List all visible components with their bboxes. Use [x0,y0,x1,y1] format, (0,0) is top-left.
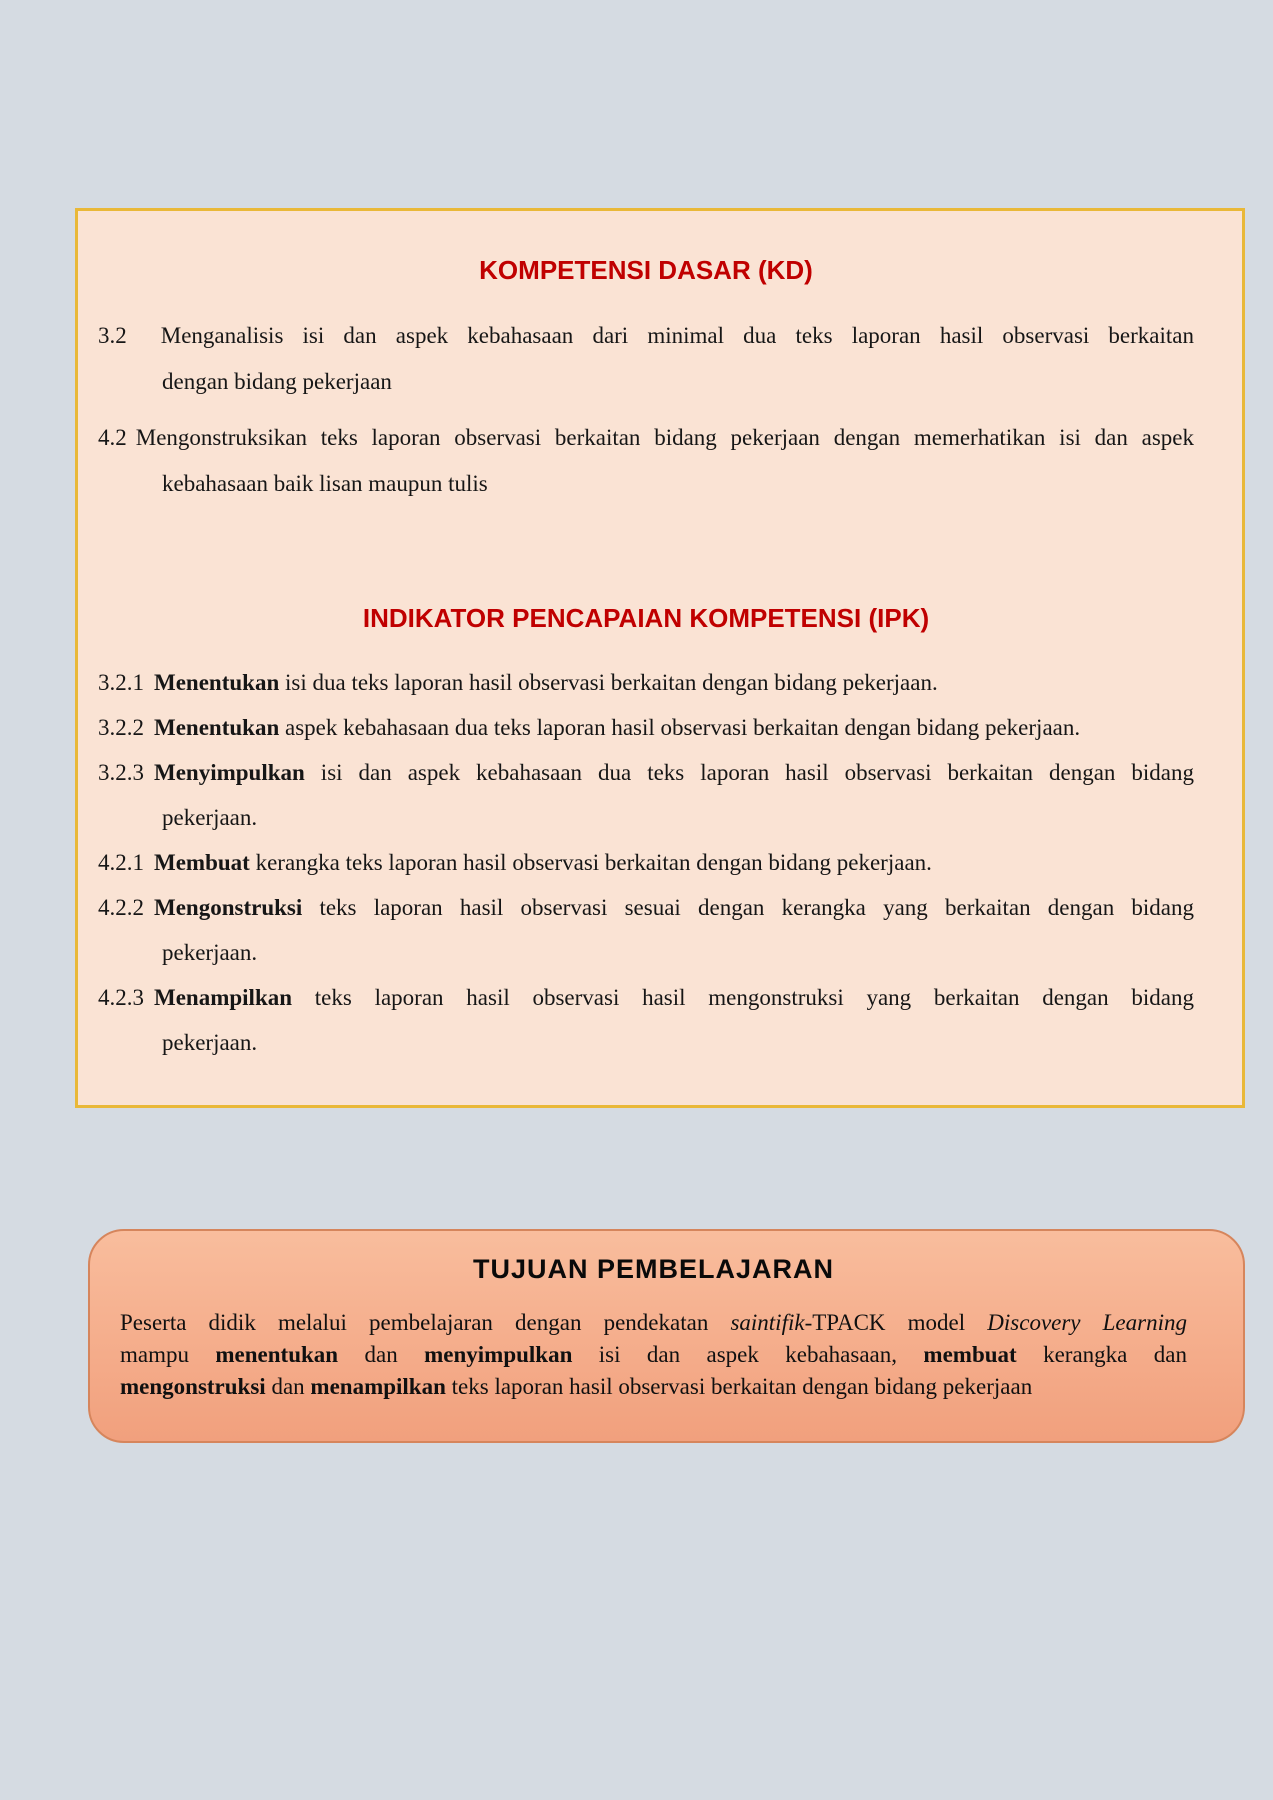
text-line [98,461,1194,507]
text-segment: Discovery Learning [987,1310,1187,1335]
text-segment: pekerjaan. [162,1030,258,1055]
text-segment: menentukan [215,1342,339,1367]
kd-item-3-2 [98,313,1194,405]
tab-spacer [144,914,154,915]
text-segment: menyimpulkan [424,1342,573,1367]
text-line [98,415,1194,461]
tab-spacer [144,689,154,690]
text-segment: Menentukan [154,670,280,695]
text-line [98,1020,1194,1065]
text-segment: Menganalisis isi dan aspek kebahasaan dari minimal dua teks laporan hasil observasi berkaitan [160,323,1194,348]
text-segment: mampu [120,1342,216,1367]
item-number: 3.2.3 [98,760,144,785]
text-line [98,660,1194,705]
text-segment: menampilkan [310,1374,446,1399]
text-line [120,1307,1187,1339]
item-number: 3.2.1 [98,670,144,695]
text-segment: teks laporan hasil observasi sesuai dengan kerangka yang berkaitan dengan bidang [302,895,1194,920]
text-segment: isi dua teks laporan hasil observasi berkaitan dengan bidang pekerjaan. [279,670,938,695]
tab-spacer [144,779,154,780]
tab-spacer [144,1004,154,1005]
tab-spacer [127,342,161,343]
tujuan-paragraph [120,1307,1187,1403]
item-number: 4.2.2 [98,895,144,920]
ipk-item-3-2-1 [98,660,1194,705]
text-segment: Mengonstruksi [154,895,303,920]
text-segment: Menampilkan [154,985,293,1010]
item-number: 3.2 [98,323,127,348]
text-segment: -TPACK model [804,1310,988,1335]
text-segment: teks laporan hasil observasi hasil mengonstruksi yang berkaitan dengan bidang [292,985,1194,1010]
text-segment: aspek kebahasaan dua teks laporan hasil observasi berkaitan dengan bidang pekerjaan. [279,715,1081,740]
tujuan-title: TUJUAN PEMBELAJARAN [472,1254,835,1284]
text-segment: isi dan aspek kebahasaan, [572,1342,924,1367]
ipk-item-3-2-3 [98,750,1194,840]
item-number: 3.2.2 [98,715,144,740]
text-line [98,840,1194,885]
text-segment: Menentukan [154,715,280,740]
text-line [98,750,1194,795]
text-line [98,975,1194,1020]
text-line [98,930,1194,975]
text-segment: kerangka teks laporan hasil observasi berkaitan dengan bidang pekerjaan. [249,850,932,875]
text-line [98,359,1194,405]
text-segment: Membuat [154,850,250,875]
text-segment: mengonstruksi [120,1374,266,1399]
kd-ipk-panel [75,208,1245,1108]
text-segment: membuat [923,1342,1017,1367]
kd-title: KOMPETENSI DASAR (KD) [479,255,813,285]
text-segment: dengan bidang pekerjaan [162,369,392,394]
tab-spacer [144,869,154,870]
text-segment: dan [265,1374,311,1399]
text-segment: saintifik [730,1310,805,1335]
ipk-item-3-2-2 [98,705,1194,750]
ipk-title: INDIKATOR PENCAPAIAN KOMPETENSI (IPK) [362,603,930,633]
text-segment: isi dan aspek kebahasaan dua teks laporan hasil observasi berkaitan dengan bidang [304,760,1194,785]
text-line [98,885,1194,930]
text-segment: Mengonstruksikan teks laporan observasi berkaitan bidang pekerjaan dengan memerhatikan isi dan aspek [135,425,1194,450]
text-line [98,313,1194,359]
item-number: 4.2.1 [98,850,144,875]
text-segment: dan [338,1342,425,1367]
text-segment: pekerjaan. [162,805,258,830]
text-segment: teks laporan hasil observasi berkaitan dengan bidang pekerjaan [445,1374,1033,1399]
text-segment: kebahasaan baik lisan maupun tulis [162,471,488,496]
text-segment: kerangka dan [1016,1342,1187,1367]
tab-spacer [127,444,136,445]
item-number: 4.2.3 [98,985,144,1010]
tab-spacer [144,734,154,735]
text-segment: Peserta didik melalui pembelajaran dengan pendekatan [120,1310,731,1335]
text-line [98,705,1194,750]
text-segment: Menyimpulkan [154,760,305,785]
ipk-item-4-2-3 [98,975,1194,1065]
text-segment: pekerjaan. [162,940,258,965]
item-number: 4.2 [98,425,127,450]
ipk-item-4-2-2 [98,885,1194,975]
text-line [98,795,1194,840]
kd-item-4-2 [98,415,1194,507]
tujuan-panel [88,1229,1245,1443]
ipk-item-4-2-1 [98,840,1194,885]
text-line [120,1339,1187,1371]
text-line [120,1371,1187,1403]
